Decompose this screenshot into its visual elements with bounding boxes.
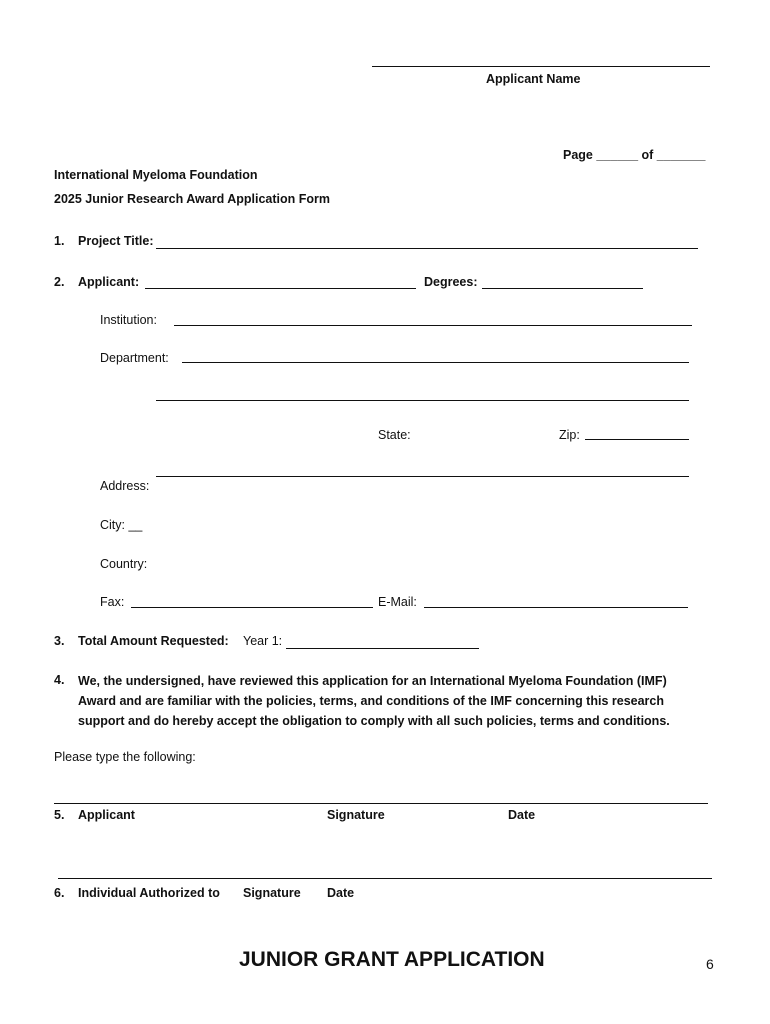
authorized-signature-label: Individual Authorized to (78, 886, 220, 900)
country-label: Country: (100, 557, 148, 571)
form-title: 2025 Junior Research Award Application Form (54, 192, 331, 206)
project-title-field[interactable] (156, 248, 698, 249)
applicant-field[interactable] (145, 288, 416, 289)
applicant-signature-label: Applicant (78, 808, 135, 822)
city-label: City: __ (100, 518, 143, 532)
department-field[interactable] (182, 362, 689, 363)
please-type-label: Please type the following: (54, 750, 196, 764)
agreement-text (78, 671, 718, 731)
zip-label: Zip: (559, 428, 580, 442)
email-label: E-Mail: (378, 595, 417, 609)
section-4-number: 4. (54, 673, 65, 687)
organization-name: International Myeloma Foundation (54, 168, 258, 182)
date-label-5: Date (508, 808, 536, 822)
email-field[interactable] (424, 607, 688, 608)
applicant-label: Applicant: (78, 275, 140, 289)
date-label-6: Date (327, 886, 355, 900)
zip-field[interactable] (585, 439, 689, 440)
signature-label-6: Signature (243, 886, 301, 900)
section-5-number: 5. (54, 808, 65, 822)
section-1-number: 1. (54, 234, 65, 248)
page-count-label: Page ______ of _______ (563, 148, 706, 162)
department-label: Department: (100, 351, 169, 365)
footer-title: JUNIOR GRANT APPLICATION (239, 948, 545, 971)
project-title-label: Project Title: (78, 234, 154, 248)
address-label: Address: (100, 479, 150, 493)
institution-label: Institution: (100, 313, 157, 327)
section-6-number: 6. (54, 886, 65, 900)
agreement-line-3: support and do hereby accept the obligation to comply with all such policies, terms and conditions. (78, 714, 670, 728)
institution-field[interactable] (174, 325, 692, 326)
degrees-field[interactable] (482, 288, 643, 289)
degrees-label: Degrees: (424, 275, 478, 289)
state-label: State: (378, 428, 411, 442)
fax-field[interactable] (131, 607, 373, 608)
applicant-name-line (372, 66, 710, 67)
year-1-field[interactable] (286, 648, 479, 649)
agreement-line-2: Award and are familiar with the policies, terms, and conditions of the IMF concerning this research (78, 694, 665, 708)
section-2-number: 2. (54, 275, 65, 289)
year-1-label: Year 1: (243, 634, 283, 648)
applicant-name-label: Applicant Name (486, 72, 581, 86)
agreement-line-1: We, the undersigned, have reviewed this application for an International Myeloma Foundation (IMF) (78, 674, 667, 688)
authorized-signature-field[interactable] (58, 878, 712, 879)
department-extra-field[interactable] (156, 400, 689, 401)
fax-label: Fax: (100, 595, 125, 609)
address-field[interactable] (156, 476, 689, 477)
section-3-number: 3. (54, 634, 65, 648)
total-amount-label: Total Amount Requested: (78, 634, 229, 648)
applicant-signature-field[interactable] (54, 803, 708, 804)
signature-label-5: Signature (327, 808, 385, 822)
page-number: 6 (706, 956, 714, 972)
